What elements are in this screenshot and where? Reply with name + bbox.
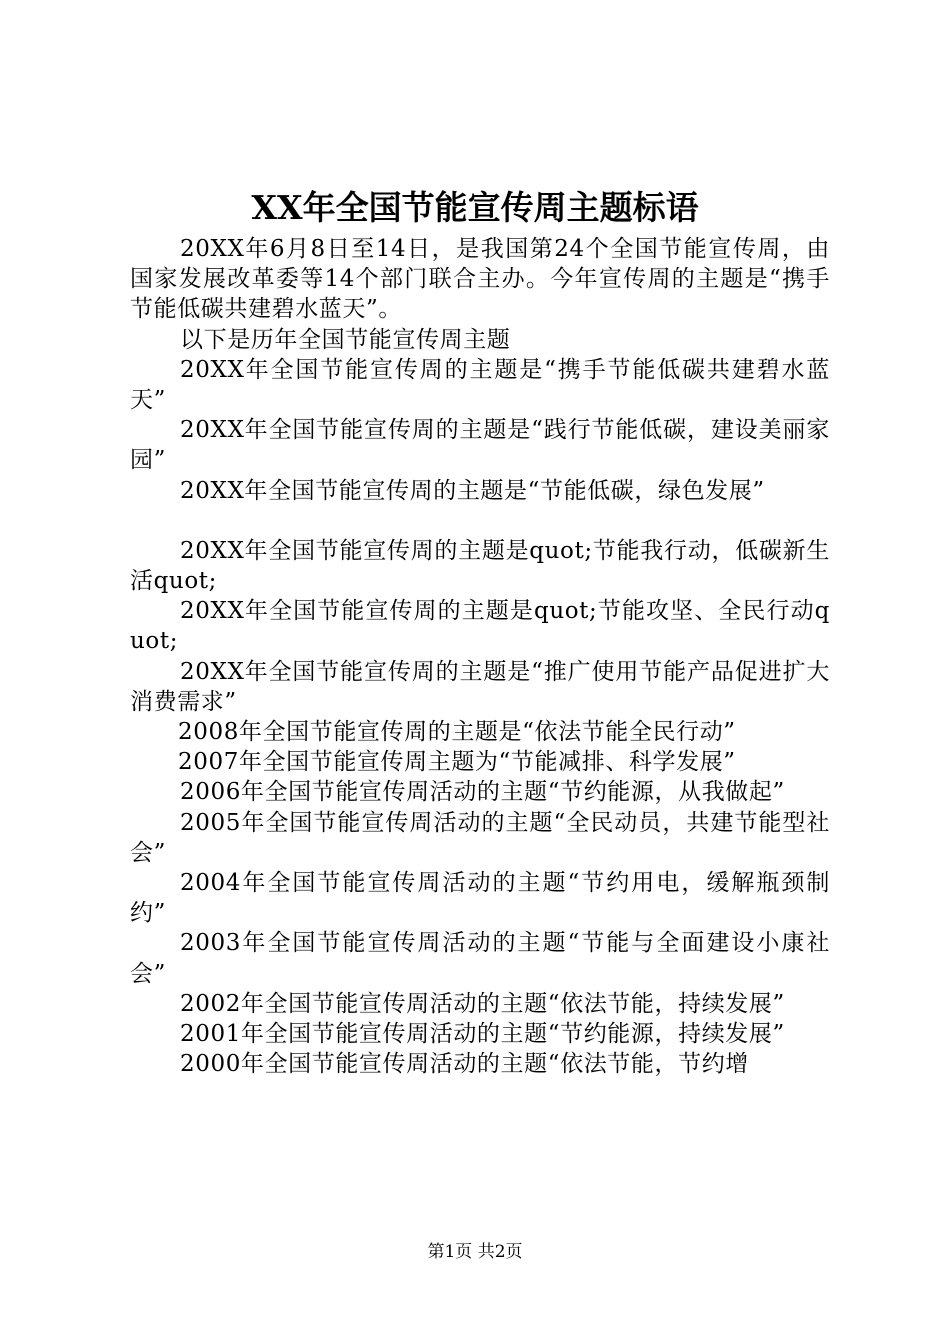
paragraph-theme: 2004年全国节能宣传周活动的主题“节约用电，缓解瓶颈制约” <box>130 870 830 927</box>
paragraph-theme: 2006年全国节能宣传周活动的主题“节约能源，从我做起” <box>180 779 785 806</box>
paragraph-theme: 2008年全国节能宣传周的主题是“依法节能全民行动” <box>178 719 736 746</box>
paragraph-theme: 20XX年全国节能宣传周的主题是“节能低碳，绿色发展” <box>180 477 765 504</box>
blank-line <box>130 506 830 536</box>
paragraph-theme: 20XX年全国节能宣传周的主题是“践行节能低碳，建设美丽家园” <box>130 417 830 474</box>
paragraph-theme: 2007年全国节能宣传周主题为“节能减排、科学发展” <box>178 749 736 776</box>
document-body <box>130 234 830 1079</box>
paragraph-theme: 2000年全国节能宣传周活动的主题“依法节能，节约增 <box>180 1051 749 1078</box>
paragraph-theme: 2003年全国节能宣传周活动的主题“节能与全面建设小康社会” <box>130 930 830 987</box>
page-title: XX年全国节能宣传周主题标语 <box>251 188 699 227</box>
paragraph-list-heading: 以下是历年全国节能宣传周主题 <box>180 326 511 353</box>
paragraph-theme: 20XX年全国节能宣传周的主题是quot;节能攻坚、全民行动quot; <box>130 598 830 655</box>
paragraph-theme: 20XX年全国节能宣传周的主题是quot;节能我行动，低碳新生活quot; <box>130 537 830 595</box>
paragraph-theme: 20XX年全国节能宣传周的主题是“推广使用节能产品促进扩大消费需求” <box>130 658 830 715</box>
paragraph-theme: 20XX年全国节能宣传周的主题是“携手节能低碳共建碧水蓝天” <box>130 356 830 414</box>
paragraph-theme: 2001年全国节能宣传周活动的主题“节约能源，持续发展” <box>180 1021 785 1048</box>
paragraph-theme: 2005年全国节能宣传周活动的主题“全民动员，共建节能型社会” <box>130 809 830 866</box>
page-footer: 第1页 共2页 <box>427 1242 523 1262</box>
paragraph-theme: 2002年全国节能宣传周活动的主题“依法节能，持续发展” <box>180 990 785 1017</box>
paragraph-intro: 20XX年6月8日至14日，是我国第24个全国节能宣传周，由国家发展改革委等14个部门联合主办。今年宣传周的主题是“携手节能低碳共建碧水蓝天”。 <box>130 236 830 323</box>
